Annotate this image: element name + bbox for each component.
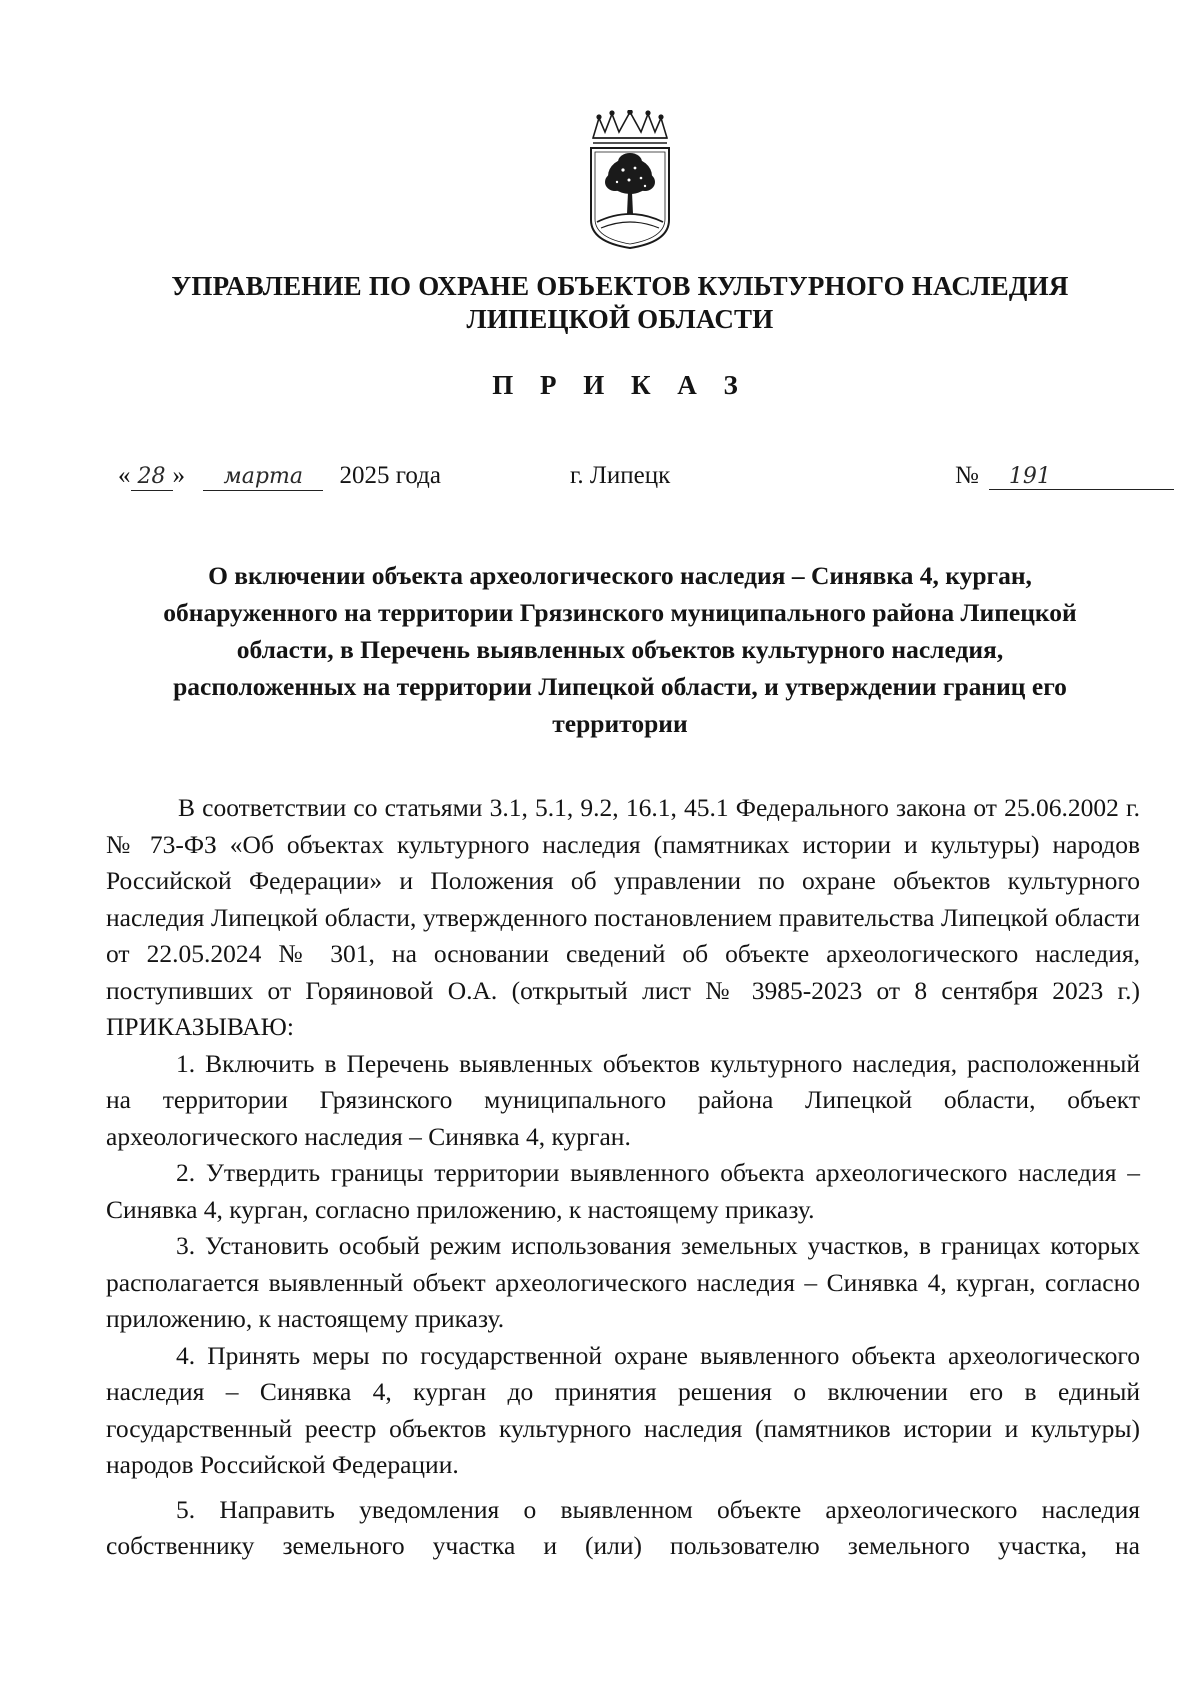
organization-title-line-2: ЛИПЕЦКОЙ ОБЛАСТИ (466, 304, 774, 334)
order-day-handwritten: 28 (131, 464, 173, 491)
quote-close: » (172, 462, 185, 489)
order-item-4: 4. Принять меры по государственной охране выявленного объекта археологического наследия – Синявка 4, курган до принятия решения о включении его в единый государственный реестр объектов культурного наследия (памятников истории и культуры) народов Российской Федерации. (106, 1340, 1140, 1479)
order-year: 2025 года (339, 462, 441, 489)
order-item-2: 2. Утвердить границы территории выявленного объекта археологического наследия – Синявка 4, курган, согласно приложению, к настоящему приказу. (106, 1158, 1140, 1224)
order-subject-line-2: обнаруженного на территории Грязинского муниципального района Липецкой (163, 598, 1077, 627)
order-item-5: 5. Направить уведомления о выявленном объекте археологического наследия собственнику земельного участка и (или) пользователю земельного участка, на (106, 1494, 1140, 1560)
order-item-1: 1. Включить в Перечень выявленных объектов культурного наследия, расположенный на территории Грязинского муниципального района Липецкой области, объект археологического наследия – Синявка 4, курган. (106, 1048, 1140, 1151)
order-number-label: № (955, 462, 979, 489)
order-subject (100, 557, 1140, 742)
order-date (118, 462, 441, 491)
order-number-handwritten: 191 (989, 464, 1174, 490)
organization-title-line-1: УПРАВЛЕНИЕ ПО ОХРАНЕ ОБЪЕКТОВ КУЛЬТУРНОГО НАСЛЕДИЯ (171, 271, 1069, 301)
order-subject-line-3: области, в Перечень выявленных объектов культурного наследия, (236, 635, 1004, 664)
body-intro-paragraph: В соответствии со статьями 3.1, 5.1, 9.2, 16.1, 45.1 Федерального закона от 25.06.2002 г. № 73-ФЗ «Об объектах культурного наследия (памятниках истории и культуры) народов Российской Федерации» и Положения об управлении по охране объектов культурного наследия Липецкой области, утвержденного постановлением правительства Липецкой области от 22.05.2024 № 301, на основании сведений об объекте археологического наследия, поступивших от Горяиновой О.А. (открытый лист № 3985-2023 от 8 сентября 2023 г.) ПРИКАЗЫВАЮ: (106, 793, 1140, 1041)
organization-title (100, 270, 1140, 336)
order-city: г. Липецк (570, 462, 671, 489)
quote-open: « (118, 462, 131, 489)
order-body (106, 790, 1140, 1565)
order-subject-line-1: О включении объекта археологического наследия – Синявка 4, курган, (208, 561, 1032, 590)
order-subject-line-5: территории (552, 709, 688, 738)
order-number (955, 462, 1174, 490)
lipetsk-coat-of-arms-icon (585, 110, 675, 250)
order-item-3: 3. Установить особый режим использования земельных участков, в границах которых располагается выявленный объект археологического наследия – Синявка 4, курган, согласно приложению, к настоящему приказу. (106, 1231, 1140, 1333)
order-subject-line-4: расположенных на территории Липецкой области, и утверждении границ его (173, 672, 1067, 701)
document-type-heading: П Р И К А З (492, 370, 748, 400)
order-month-handwritten: марта (203, 464, 323, 491)
